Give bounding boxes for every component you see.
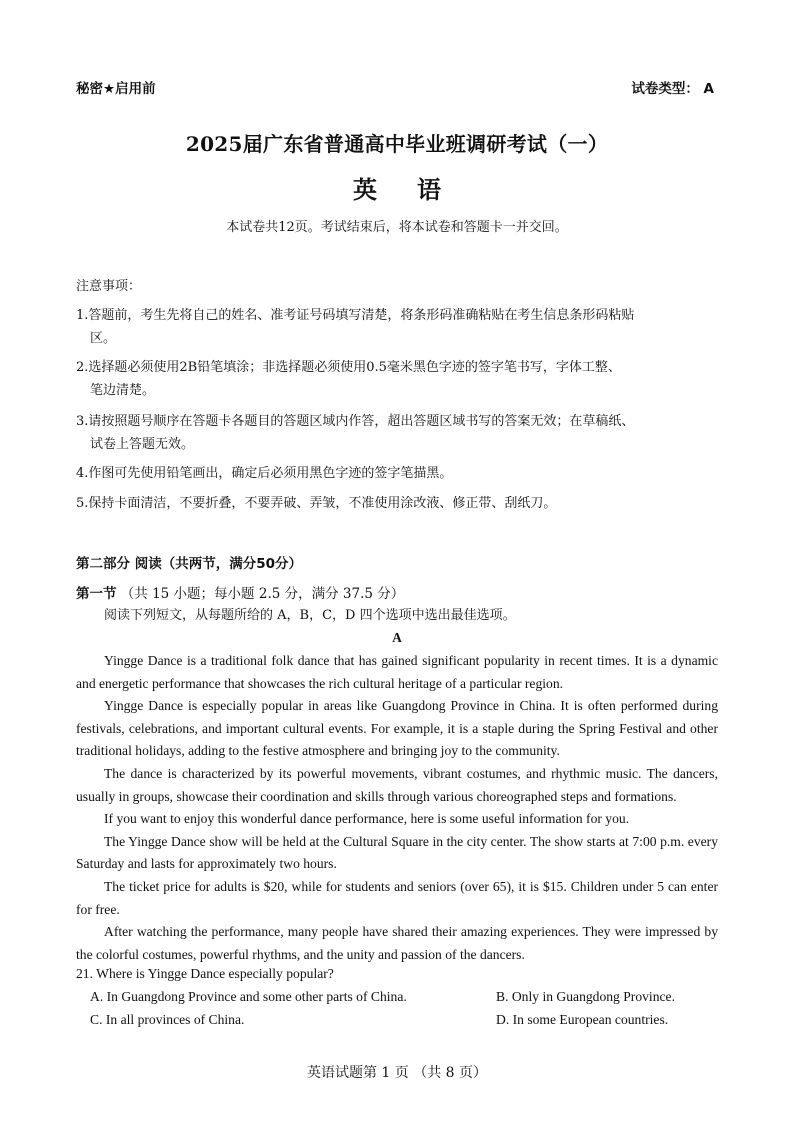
option-c: C. In all provinces of China. — [90, 1012, 245, 1027]
section-instruction: 阅读下列短文，从每题所给的 A，B，C，D 四个选项中选出最佳选项。 — [104, 608, 516, 623]
passage-paragraph: Yingge Dance is a traditional folk dance that has gained significant popularity in recent times. It is a dynamic and energetic performance that showcases the rich cultural heritage of a particular region. — [76, 653, 718, 691]
exam-title: 2025届广东省普通高中毕业班调研考试（一） — [185, 132, 609, 156]
section-detail: （共 15 小题；每小题 2.5 分，满分 37.5 分） — [120, 586, 405, 602]
option-b: B. Only in Guangdong Province. — [496, 989, 675, 1004]
note-line: 5.保持卡面清洁，不要折叠，不要弄破、弄皱，不准使用涂改液、修正带、刮纸刀。 — [76, 496, 557, 511]
exam-intro: 本试卷共12页。考试结束后，将本试卷和答题卡一并交回。 — [226, 220, 568, 235]
passage-paragraph: After watching the performance, many people have shared their amazing experiences. They were impressed by the colorful costumes, powerful rhythms, and the unity and passion of the dancers. — [76, 924, 718, 962]
subject-title: 英语 — [353, 176, 481, 204]
notes-heading: 注意事项： — [76, 279, 142, 294]
part-title: 第二部分 阅读（共两节，满分50分） — [76, 556, 302, 572]
note-line: 2.选择题必须使用2B铅笔填涂；非选择题必须使用0.5毫米黑色字迹的签字笔书写，字体工整、 — [76, 360, 621, 375]
passage-label: A — [392, 630, 402, 645]
note-line: 1.答题前，考生先将自己的姓名、准考证号码填写清楚，将条形码准确粘贴在考生信息条形码粘贴 — [76, 308, 635, 323]
note-item — [76, 492, 716, 515]
paper-type-label: 试卷类型： A — [631, 81, 714, 97]
note-item — [76, 410, 716, 456]
passage-paragraph: The ticket price for adults is $20, while for students and seniors (over 65), it is $15. Children under 5 can enter for free. — [76, 878, 718, 917]
note-item — [76, 462, 716, 485]
passage-paragraph: The Yingge Dance show will be held at the Cultural Square in the city center. The show starts at 7:00 p.m. every Saturday and lasts for approximately two hours. — [76, 833, 718, 872]
passage-paragraph: The dance is characterized by its powerful movements, vibrant costumes, and rhythmic music. The dancers, usually in groups, showcase their coordination and skills through various choreographed steps and formations. — [76, 765, 718, 804]
passage-paragraph: If you want to enjoy this wonderful dance performance, here is some useful information for you. — [104, 811, 630, 827]
note-line-continued: 笔边清楚。 — [90, 383, 156, 398]
note-item — [76, 356, 716, 402]
note-line-continued: 试卷上答题无效。 — [90, 437, 195, 452]
option-a: A. In Guangdong Province and some other parts of China. — [90, 989, 407, 1004]
question-stem: 21. Where is Yingge Dance especially popular? — [76, 966, 334, 981]
section-title: 第一节 — [76, 586, 117, 602]
page-footer: 英语试题第 1 页 （共 8 页） — [306, 1065, 488, 1081]
note-item — [76, 304, 716, 350]
note-line-continued: 区。 — [90, 331, 117, 346]
section-heading — [76, 582, 404, 602]
note-line: 3.请按照题号顺序在答题卡各题目的答题区域内作答，超出答题区域书写的答案无效；在草稿纸、 — [76, 414, 635, 429]
passage-body — [76, 650, 718, 966]
confidential-label: 秘密★启用前 — [76, 81, 156, 97]
note-line: 4.作图可先使用铅笔画出，确定后必须用黑色字迹的签字笔描黑。 — [76, 466, 453, 481]
passage-paragraph: Yingge Dance is especially popular in areas like Guangdong Province in China. It is often performed during festivals, celebrations, and important cultural events. For example, it is a staple during the Spring Festival and other traditional holidays, adding to the festive atmosphere and bringing joy to the community. — [76, 698, 718, 759]
option-d: D. In some European countries. — [496, 1012, 669, 1027]
